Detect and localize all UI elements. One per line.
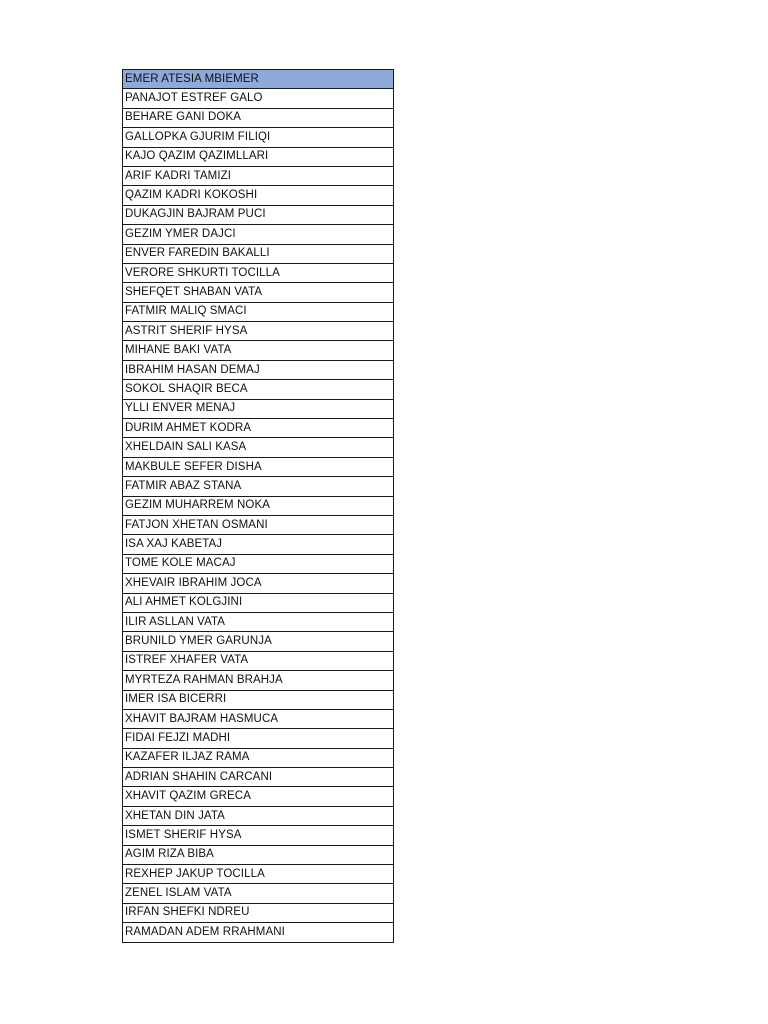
name-cell: REXHEP JAKUP TOCILLA [123,865,394,884]
table-row [123,89,394,108]
header-cell: EMER ATESIA MBIEMER [123,70,394,89]
table-row [123,671,394,690]
table-row [123,225,394,244]
table-row [123,477,394,496]
table-row [123,186,394,205]
table-row [123,729,394,748]
name-cell: ADRIAN SHAHIN CARCANI [123,768,394,787]
table-row [123,302,394,321]
table-row [123,128,394,147]
table-row [123,438,394,457]
name-cell: QAZIM KADRI KOKOSHI [123,186,394,205]
table-row [123,845,394,864]
name-cell: ALI AHMET KOLGJINI [123,593,394,612]
table-row [123,322,394,341]
table-row [123,244,394,263]
table-row [123,515,394,534]
table-row [123,399,394,418]
name-cell: FIDAI FEJZI MADHI [123,729,394,748]
name-cell: XHAVIT BAJRAM HASMUCA [123,709,394,728]
name-cell: MYRTEZA RAHMAN BRAHJA [123,671,394,690]
table-row [123,380,394,399]
name-cell: ENVER FAREDIN BAKALLI [123,244,394,263]
name-cell: XHELDAIN SALI KASA [123,438,394,457]
table-row [123,748,394,767]
name-cell: FATMIR MALIQ SMACI [123,302,394,321]
name-cell: VERORE SHKURTI TOCILLA [123,263,394,282]
table-row [123,806,394,825]
name-cell: GEZIM MUHARREM NOKA [123,496,394,515]
table-row [123,593,394,612]
table-row [123,205,394,224]
name-cell: GEZIM YMER DAJCI [123,225,394,244]
name-cell: ASTRIT SHERIF HYSA [123,322,394,341]
table-row [123,903,394,922]
table-row [123,574,394,593]
table-row [123,768,394,787]
table-row [123,884,394,903]
name-cell: DURIM AHMET KODRA [123,419,394,438]
name-cell: GALLOPKA GJURIM FILIQI [123,128,394,147]
name-cell: RAMADAN ADEM RRAHMANI [123,923,394,942]
name-cell: ARIF KADRI TAMIZI [123,166,394,185]
name-cell: MIHANE BAKI VATA [123,341,394,360]
table-row [123,457,394,476]
table-row [123,263,394,282]
name-cell: PANAJOT ESTREF GALO [123,89,394,108]
table-row [123,360,394,379]
table-row [123,826,394,845]
table-row [123,865,394,884]
table-row [123,709,394,728]
table-row [123,283,394,302]
names-table-body [123,70,394,943]
table-row [123,923,394,942]
table-row [123,690,394,709]
table-row [123,496,394,515]
name-cell: KAZAFER ILJAZ RAMA [123,748,394,767]
table-row [123,166,394,185]
name-cell: XHAVIT QAZIM GRECA [123,787,394,806]
table-row [123,632,394,651]
name-cell: SOKOL SHAQIR BECA [123,380,394,399]
table-row [123,535,394,554]
name-cell: KAJO QAZIM QAZIMLLARI [123,147,394,166]
table-row [123,651,394,670]
table-row [123,554,394,573]
name-cell: MAKBULE SEFER DISHA [123,457,394,476]
name-cell: FATMIR ABAZ STANA [123,477,394,496]
name-cell: XHEVAIR IBRAHIM JOCA [123,574,394,593]
name-cell: SHEFQET SHABAN VATA [123,283,394,302]
table-row [123,108,394,127]
name-cell: ILIR ASLLAN VATA [123,612,394,631]
name-cell: ISMET SHERIF HYSA [123,826,394,845]
name-cell: DUKAGJIN BAJRAM PUCI [123,205,394,224]
name-cell: YLLI ENVER MENAJ [123,399,394,418]
name-cell: ISTREF XHAFER VATA [123,651,394,670]
table-row [123,147,394,166]
name-cell: XHETAN DIN JATA [123,806,394,825]
name-cell: AGIM RIZA BIBA [123,845,394,864]
name-cell: ZENEL ISLAM VATA [123,884,394,903]
name-cell: BRUNILD YMER GARUNJA [123,632,394,651]
table-row [123,341,394,360]
name-cell: IMER ISA BICERRI [123,690,394,709]
names-table [122,69,394,943]
table-header-row [123,70,394,89]
name-cell: ISA XAJ KABETAJ [123,535,394,554]
table-row [123,612,394,631]
table-row [123,419,394,438]
name-cell: IBRAHIM HASAN DEMAJ [123,360,394,379]
name-cell: FATJON XHETAN OSMANI [123,515,394,534]
name-cell: IRFAN SHEFKI NDREU [123,903,394,922]
table-row [123,787,394,806]
name-cell: TOME KOLE MACAJ [123,554,394,573]
name-cell: BEHARE GANI DOKA [123,108,394,127]
